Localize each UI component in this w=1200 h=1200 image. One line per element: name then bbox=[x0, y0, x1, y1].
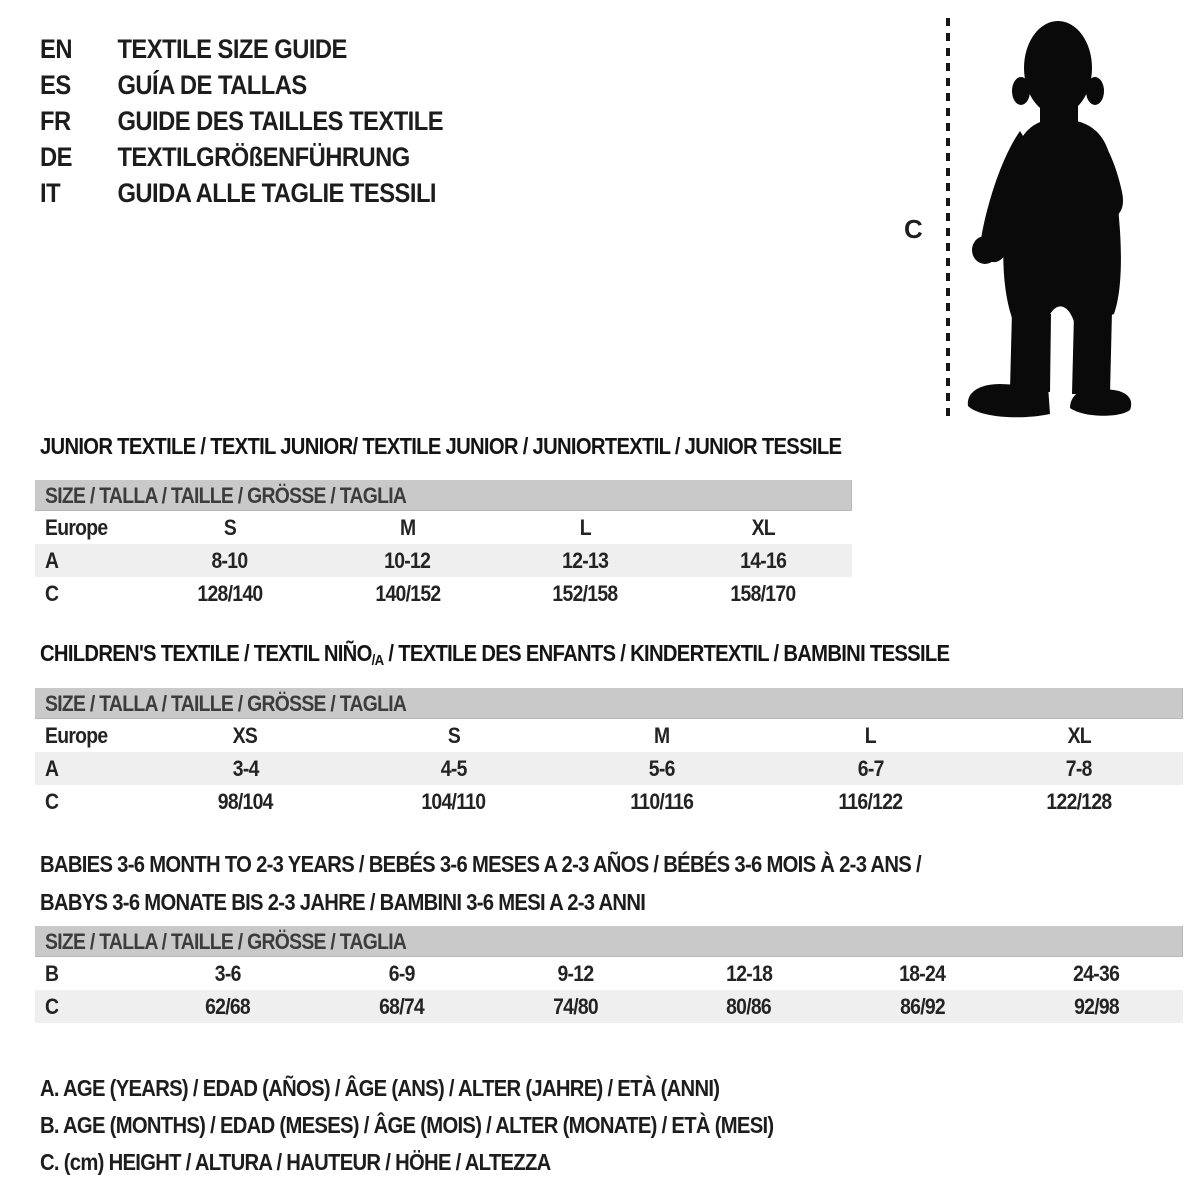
legend-line-b: B. AGE (MONTHS) / EDAD (MESES) / ÂGE (MOIS) / ALTER (MONATE) / ETÀ (MESI) bbox=[40, 1112, 774, 1138]
table-row bbox=[35, 957, 1183, 990]
row-label: Europe bbox=[45, 514, 108, 540]
language-code: IT bbox=[40, 178, 61, 208]
size-header-bar bbox=[35, 480, 852, 511]
language-row bbox=[40, 175, 443, 211]
table-cell: 18-24 bbox=[899, 960, 946, 986]
table-row bbox=[35, 990, 1183, 1023]
children-size-table bbox=[35, 688, 1183, 818]
table-cell: L bbox=[579, 514, 591, 540]
table-cell: 10-12 bbox=[384, 547, 431, 573]
row-label: C bbox=[45, 580, 59, 606]
guide-title: GUIDA ALLE TAGLIE TESSILI bbox=[117, 178, 436, 208]
section-title-junior bbox=[40, 433, 951, 460]
table-cell: 62/68 bbox=[205, 993, 251, 1019]
table-cell: 24-36 bbox=[1073, 960, 1120, 986]
row-label: A bbox=[45, 755, 59, 781]
language-code: ES bbox=[40, 70, 71, 100]
table-cell: M bbox=[399, 514, 416, 540]
language-row bbox=[40, 139, 443, 175]
table-cell: 5-6 bbox=[649, 755, 675, 781]
table-cell: S bbox=[447, 722, 460, 748]
table-cell: 14-16 bbox=[740, 547, 787, 573]
section-title-text: JUNIOR TEXTILE / TEXTIL JUNIOR/ TEXTILE JUNIOR / JUNIORTEXTIL / JUNIOR TESSILE bbox=[40, 433, 842, 459]
table-row bbox=[35, 544, 852, 577]
language-code: DE bbox=[40, 142, 72, 172]
table-cell: 122/128 bbox=[1046, 788, 1112, 814]
size-header-text: SIZE / TALLA / TAILLE / GRÖSSE / TAGLIA bbox=[45, 928, 407, 954]
legend-line-a: A. AGE (YEARS) / EDAD (AÑOS) / ÂGE (ANS) / ALTER (JAHRE) / ETÀ (ANNI) bbox=[40, 1075, 720, 1101]
language-row bbox=[40, 31, 443, 67]
size-header-text: SIZE / TALLA / TAILLE / GRÖSSE / TAGLIA bbox=[45, 690, 407, 716]
table-cell: 92/98 bbox=[1073, 993, 1119, 1019]
measure-legend bbox=[40, 1070, 873, 1181]
table-cell: 74/80 bbox=[552, 993, 598, 1019]
table-cell: 116/122 bbox=[838, 788, 903, 814]
guide-title: TEXTILE SIZE GUIDE bbox=[117, 34, 347, 64]
table-cell: 104/110 bbox=[421, 788, 486, 814]
size-header-bar bbox=[35, 688, 1183, 719]
table-row bbox=[35, 719, 1183, 752]
table-cell: 128/140 bbox=[197, 580, 263, 606]
language-title-block bbox=[40, 31, 498, 211]
language-row bbox=[40, 103, 443, 139]
table-cell: 68/74 bbox=[379, 993, 424, 1019]
section-title-text: BABIES 3-6 MONTH TO 2-3 YEARS / BEBÉS 3-6 MESES A 2-3 AÑOS / BÉBÉS 3-6 MOIS À 2-3 ANS / bbox=[40, 851, 921, 877]
junior-size-table bbox=[35, 480, 852, 610]
height-measure-label: C bbox=[904, 214, 923, 244]
table-cell: 6-7 bbox=[857, 755, 884, 781]
table-cell: S bbox=[223, 514, 236, 540]
table-row bbox=[35, 577, 852, 610]
table-cell: 152/158 bbox=[552, 580, 618, 606]
row-label: Europe bbox=[45, 722, 108, 748]
table-cell: 86/92 bbox=[900, 993, 945, 1019]
language-code: EN bbox=[40, 34, 72, 64]
table-cell: 4-5 bbox=[440, 755, 467, 781]
table-cell: M bbox=[654, 722, 670, 748]
table-cell: 110/116 bbox=[630, 788, 694, 814]
table-cell: XL bbox=[751, 514, 775, 540]
legend-line-c: C. (cm) HEIGHT / ALTURA / HAUTEUR / HÖHE / ALTEZZA bbox=[40, 1149, 551, 1175]
table-row bbox=[35, 511, 852, 544]
guide-title: TEXTILGRÖßENFÜHRUNG bbox=[117, 142, 410, 172]
language-row bbox=[40, 67, 443, 103]
section-title-subscript: /A bbox=[371, 652, 384, 669]
table-cell: 140/152 bbox=[375, 580, 441, 606]
language-code: FR bbox=[40, 106, 71, 136]
table-cell: 98/104 bbox=[217, 788, 273, 814]
section-title-text: / TEXTILE DES ENFANTS / KINDERTEXTIL / BAMBINI TESSILE bbox=[383, 640, 950, 666]
table-cell: XS bbox=[232, 722, 258, 748]
table-row bbox=[35, 752, 1183, 785]
toddler-silhouette-image bbox=[958, 16, 1150, 422]
table-cell: XL bbox=[1067, 722, 1091, 748]
row-label: C bbox=[45, 993, 59, 1019]
table-cell: 3-4 bbox=[232, 755, 259, 781]
table-cell: 158/170 bbox=[730, 580, 796, 606]
section-title-text: BABYS 3-6 MONATE BIS 2-3 JAHRE / BAMBINI 3-6 MESI A 2-3 ANNI bbox=[40, 889, 646, 915]
guide-title: GUÍA DE TALLAS bbox=[117, 70, 307, 100]
babies-size-table bbox=[35, 926, 1183, 1023]
table-cell: 3-6 bbox=[214, 960, 241, 986]
size-header-text: SIZE / TALLA / TAILLE / GRÖSSE / TAGLIA bbox=[45, 482, 407, 508]
table-cell: L bbox=[864, 722, 876, 748]
table-cell: 6-9 bbox=[388, 960, 415, 986]
height-measure-dashed-line bbox=[946, 18, 950, 416]
table-cell: 12-13 bbox=[562, 547, 609, 573]
row-label: A bbox=[45, 547, 59, 573]
section-title-babies bbox=[40, 845, 1041, 921]
table-cell: 80/86 bbox=[726, 993, 772, 1019]
guide-title: GUIDE DES TAILLES TEXTILE bbox=[117, 106, 444, 136]
table-cell: 9-12 bbox=[557, 960, 594, 986]
table-cell: 7-8 bbox=[1065, 755, 1092, 781]
table-cell: 12-18 bbox=[725, 960, 772, 986]
row-label: B bbox=[45, 960, 59, 986]
section-title-children bbox=[40, 640, 1073, 669]
section-title-text: CHILDREN'S TEXTILE / TEXTIL NIÑO bbox=[40, 640, 372, 666]
table-row bbox=[35, 785, 1183, 818]
row-label: C bbox=[45, 788, 59, 814]
size-header-bar bbox=[35, 926, 1183, 957]
table-cell: 8-10 bbox=[211, 547, 248, 573]
